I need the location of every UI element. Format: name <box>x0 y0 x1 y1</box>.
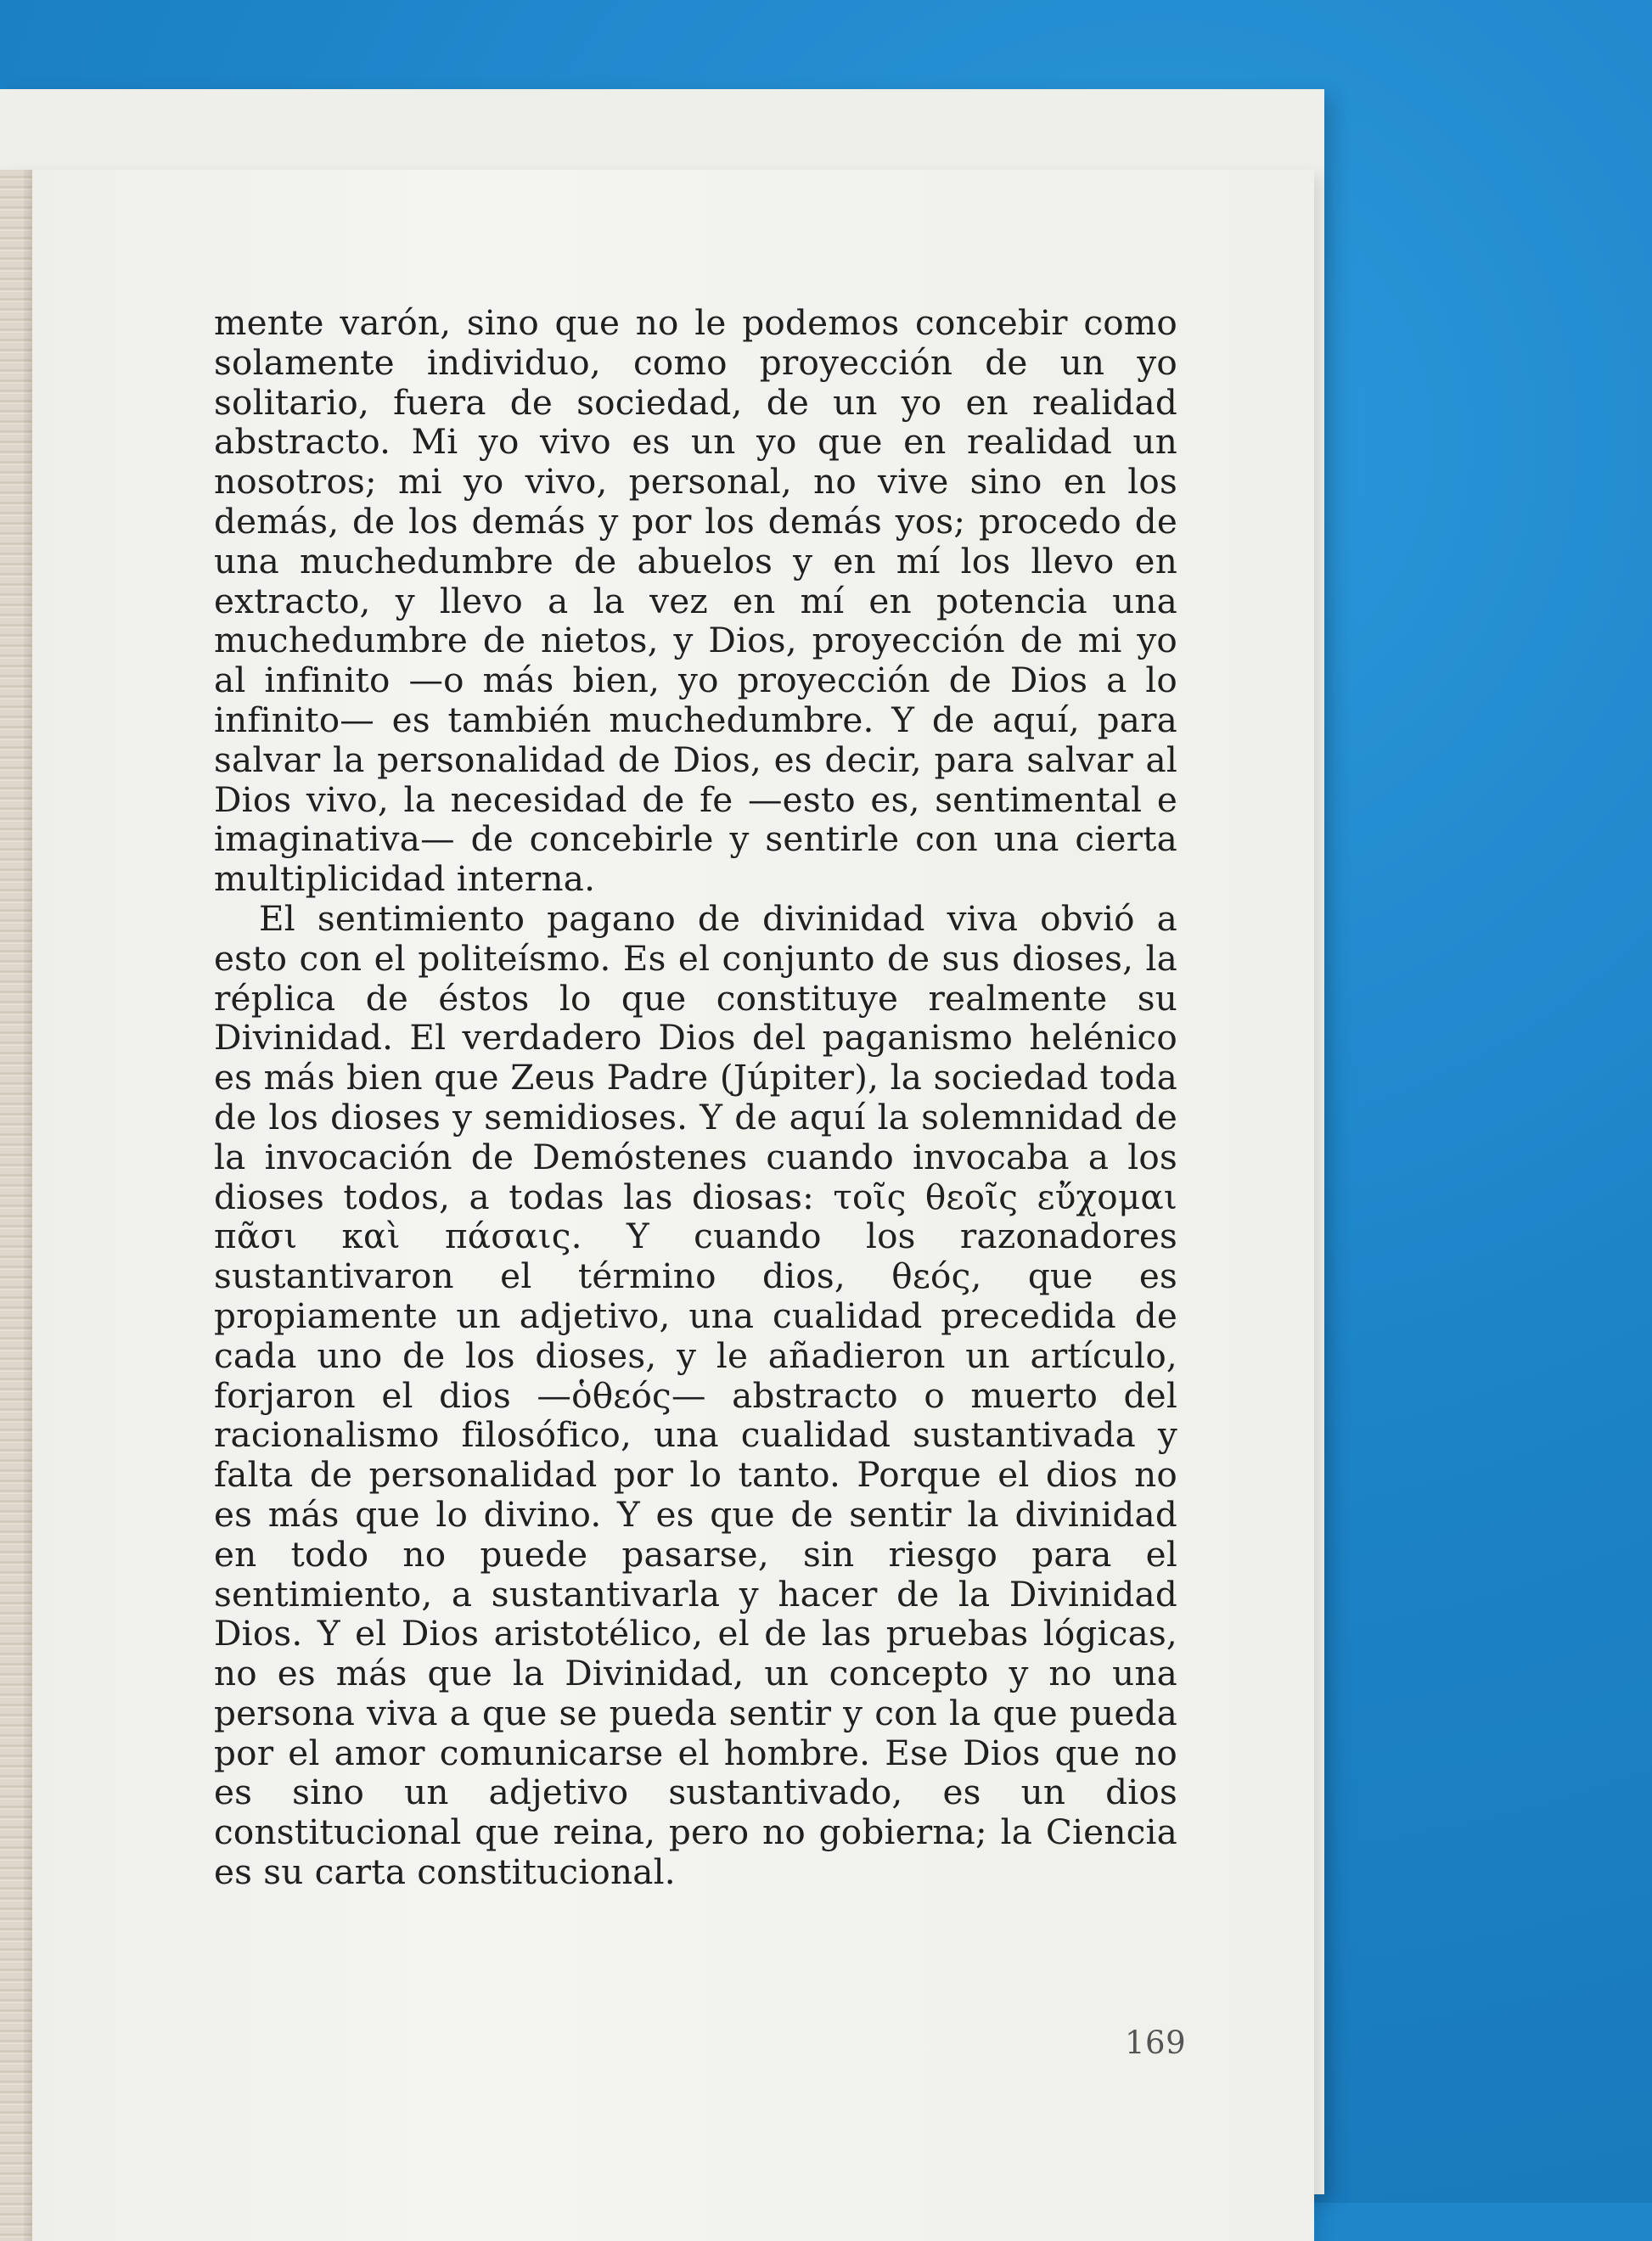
page-text <box>214 303 1177 1892</box>
page-number: 169 <box>1125 2025 1187 2061</box>
paragraph-2: El sentimiento pagano de divinidad viva obvió a esto con el politeísmo. Es el conjunto de sus dioses, la réplica de éstos lo que constituye realmente su Divinidad. El verdadero Dios del paganismo helénico es más bien que Zeus Padre (Júpiter), la sociedad toda de los dioses y semidioses. Y de aquí la solemnidad de la invocación de Demóstenes cuando invocaba a los dioses todos, a todas las diosas: τοῖς θεοῖς εὔχομαι πᾶσι καὶ πάσαις. Y cuando los razonadores sustantivaron el término dios, θεός, que es propiamente un adjetivo, una cualidad precedida de cada uno de los dioses, y le añadieron un artículo, forjaron el dios —ὁθεός— abstracto o muerto del racionalismo filosófico, una cualidad sustantivada y falta de personalidad por lo tanto. Porque el dios no es más que lo divino. Y es que de sentir la divinidad en todo no puede pasarse, sin riesgo para el sentimiento, a sustantivarla y hacer de la Divinidad Dios. Y el Dios aristotélico, el de las pruebas lógicas, no es más que la Divinidad, un concepto y no una persona viva a que se pueda sentir y con la que pueda por el amor comunicarse el hombre. Ese Dios que no es sino un adjetivo sustantivado, es un dios constitucional que reina, pero no gobierna; la Ciencia es su carta constitucional. <box>214 897 1177 1893</box>
book-spine <box>0 170 32 2241</box>
book-page <box>0 170 1314 2241</box>
paragraph-1: mente varón, sino que no le podemos concebir como solamente individuo, como proyección de un yo solitario, fuera de sociedad, de un yo en realidad abstracto. Mi yo vivo es un yo que en realidad un nosotros; mi yo vivo, personal, no vive sino en los demás, de los demás y por los demás yos; procedo de una muchedumbre de abuelos y en mí los llevo en extracto, y llevo a la vez en mí en potencia una muchedumbre de nietos, y Dios, proyección de mi yo al infinito —o más bien, yo proyección de Dios a lo infinito— es también muchedumbre. Y de aquí, para salvar la personalidad de Dios, es decir, para salvar al Dios vivo, la necesidad de fe —esto es, sentimental e imaginativa— de concebirle y sentirle con una cierta multiplicidad interna. <box>214 302 1177 900</box>
open-book <box>0 89 1324 2194</box>
